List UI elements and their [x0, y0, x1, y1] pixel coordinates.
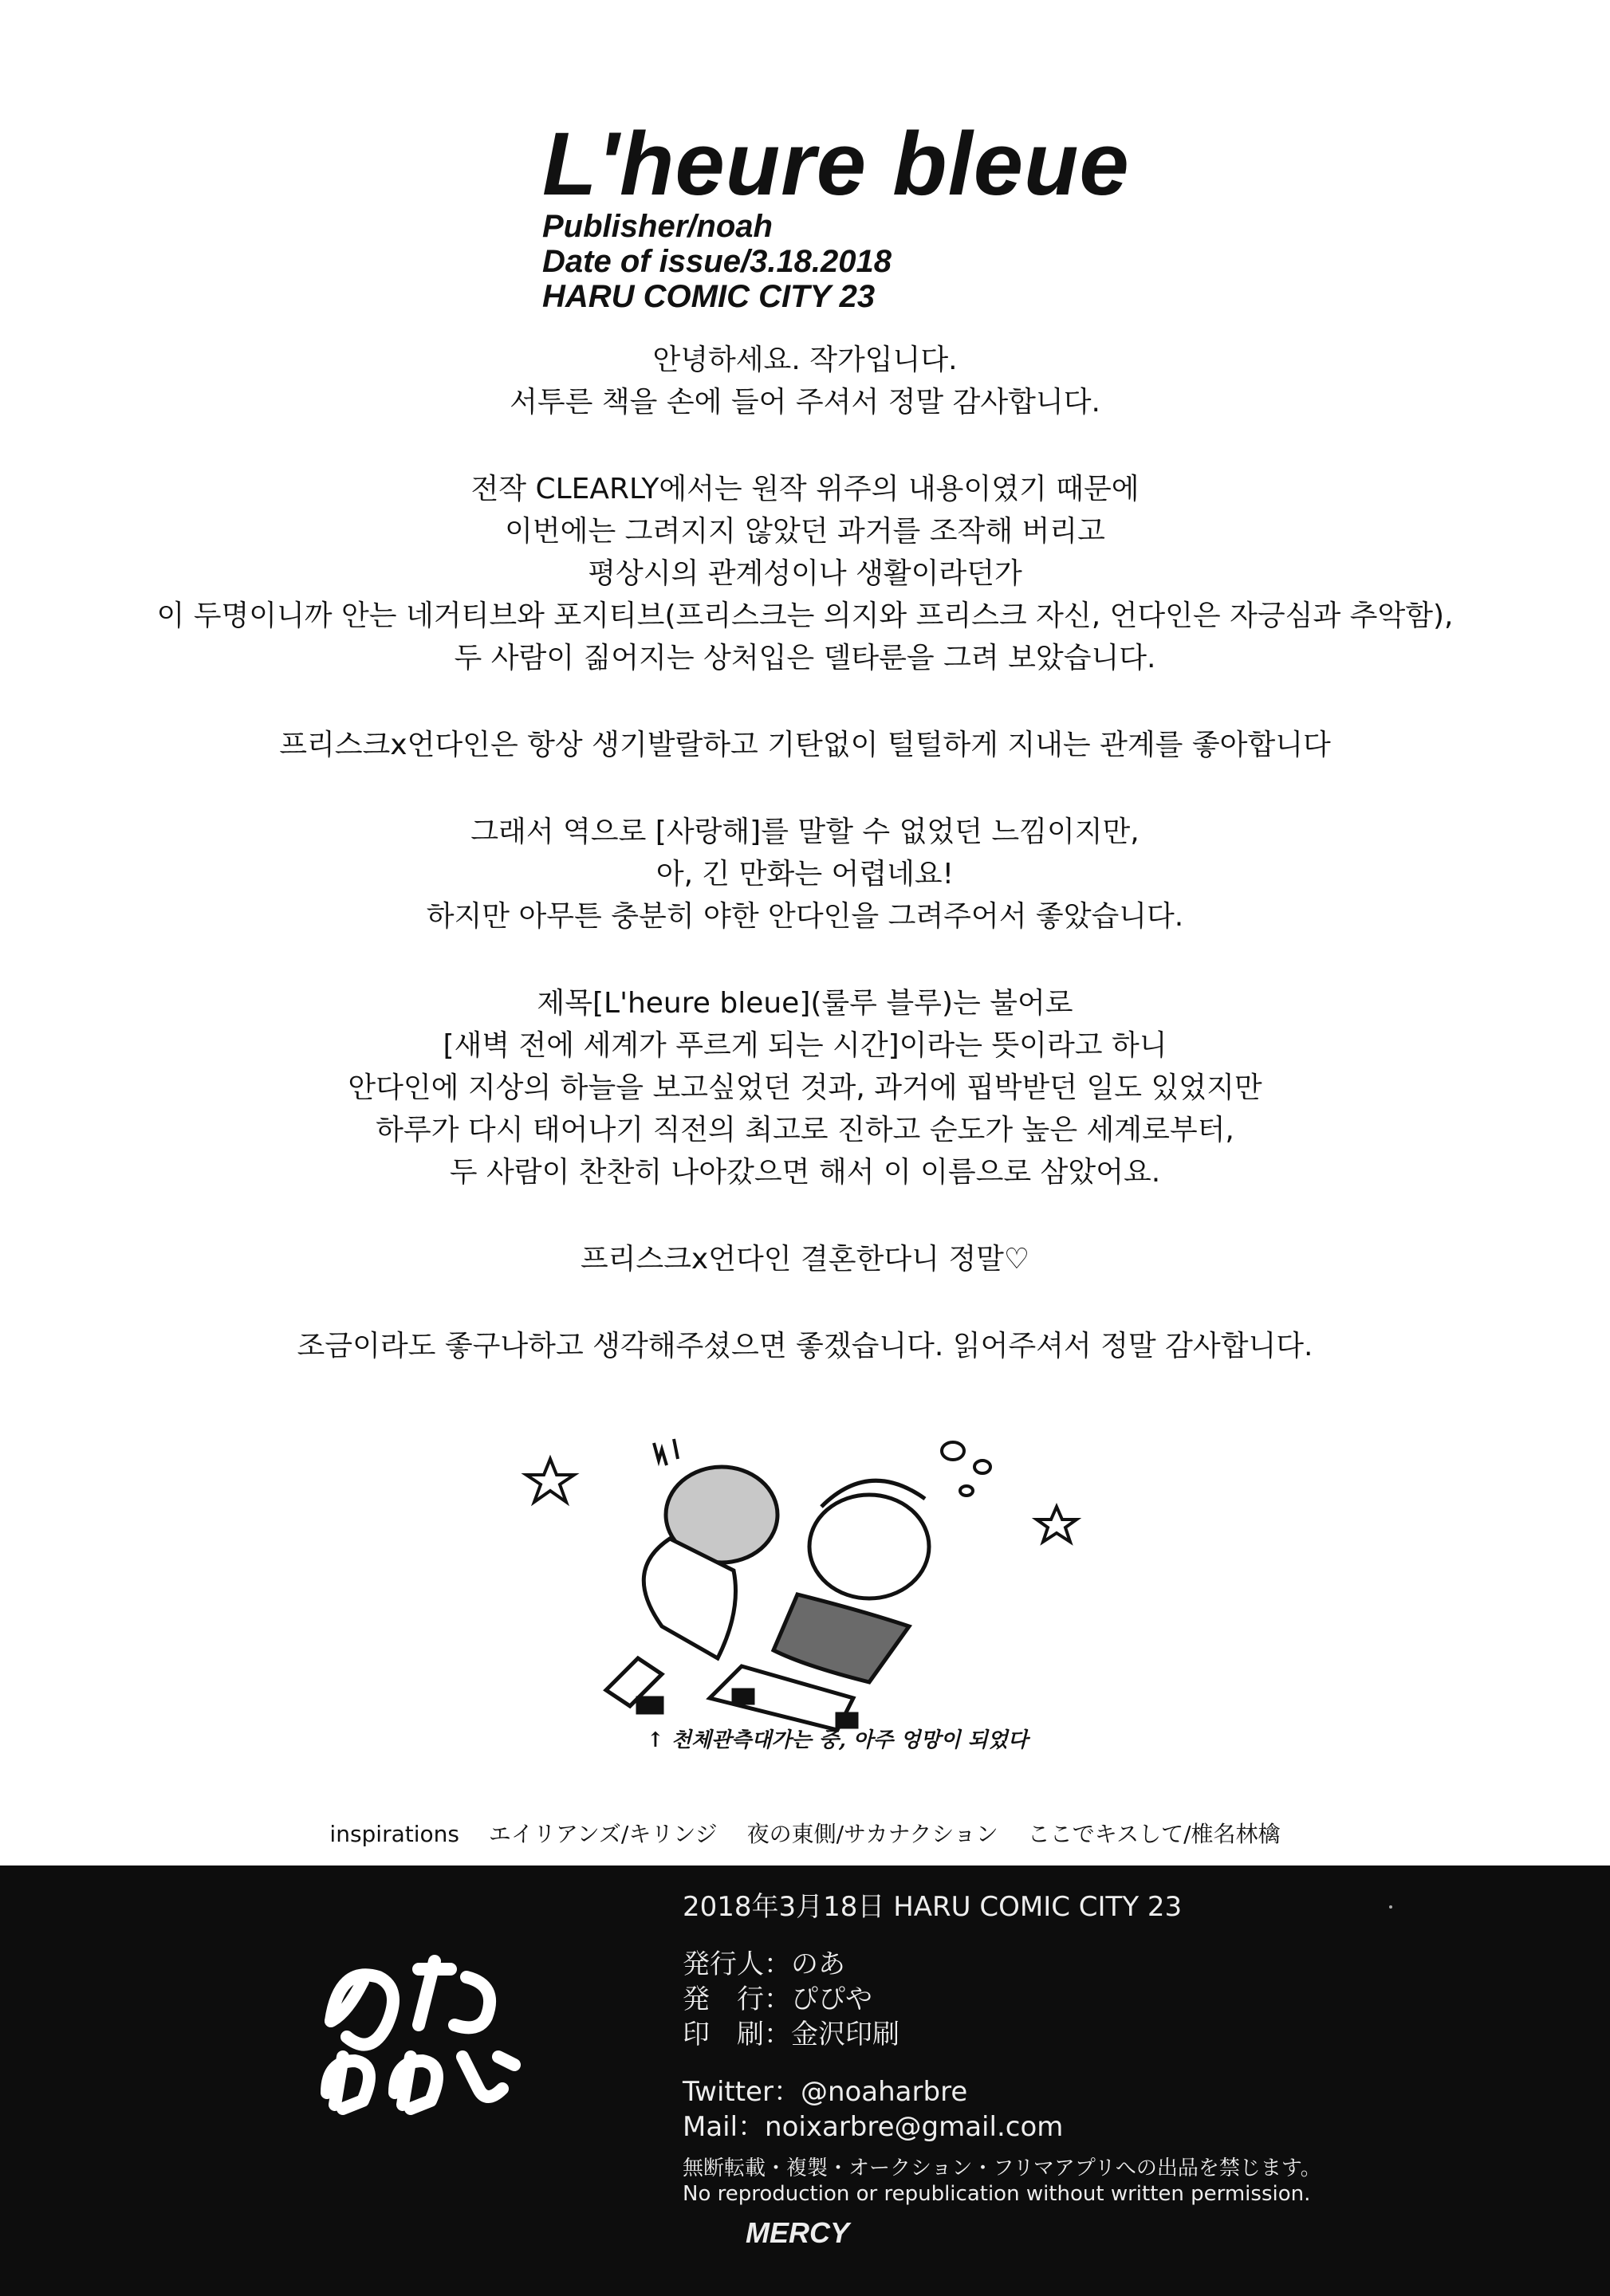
inspiration-item: ここでキスして/椎名林檎 [1027, 1821, 1281, 1847]
paragraph-wedding [80, 1238, 1530, 1280]
printer-brand: MERCY [746, 2216, 850, 2249]
inspiration-item: 夜の東側/サカナクション [746, 1821, 998, 1847]
text-line: 평상시의 관계성이나 생활이라던가 [588, 557, 1022, 590]
afterword-message [80, 339, 1530, 1412]
surprise-lines-icon [654, 1439, 678, 1465]
inspiration-item: エイリアンズ/キリンジ [488, 1821, 718, 1847]
star-icon [1037, 1507, 1077, 1542]
text-line: 두 사람이 짊어지는 상처입은 델타룬을 그려 보았습니다. [454, 642, 1156, 674]
text-line: 전작 CLEARLY에서는 원작 위주의 내용이였기 때문에 [470, 473, 1140, 505]
text-line: 하루가 다시 태어나기 직전의 최고로 진하고 순도가 높은 세계로부터, [376, 1114, 1234, 1146]
publisher-line: Publisher/noah [542, 209, 773, 244]
text-line: 안녕하세요. 작가입니다. [652, 344, 958, 376]
illustration-caption: ↑ 천체관측대가는 중, 아주 엉망이 되었다 [647, 1728, 1028, 1752]
text-line: 그래서 역으로 [사랑해]를 말할 수 없었던 느낌이지만, [470, 816, 1140, 848]
sleeping-characters-illustration [518, 1427, 1116, 1770]
paragraph-pairing [80, 724, 1530, 766]
colophon-footer [0, 1866, 1610, 2296]
text-line: 하지만 아무튼 충분히 야한 안다인을 그려주어서 좋았습니다. [426, 900, 1184, 933]
text-line: 프리스크x언다인은 항상 생기발랄하고 기탄없이 털털하게 지내는 관계를 좋아합니다 [279, 729, 1331, 761]
colophon-mail: Mail：noixarbre@gmail.com [683, 2111, 1064, 2143]
event-line: HARU COMIC CITY 23 [542, 279, 876, 314]
text-line: 두 사람이 찬찬히 나아갔으면 해서 이 이름으로 삼았어요. [449, 1156, 1161, 1189]
book-title: L'heure bleue [542, 114, 1130, 214]
title-block [542, 114, 1260, 314]
colophon-printer: 印 刷：金沢印刷 [683, 2019, 899, 2050]
inspirations-label: inspirations [329, 1821, 459, 1847]
paragraph-previous-work [80, 468, 1530, 679]
colophon-info [683, 1889, 1480, 2207]
text-line: 안다인에 지상의 하늘을 보고싶었던 것과, 과거에 핍박받던 일도 있었지만 [348, 1071, 1262, 1104]
text-line: 아, 긴 만화는 어렵네요! [655, 858, 955, 890]
notice-japanese: 無断転載・複製・オークション・フリマアプリへの出品を禁じます。 [683, 2156, 1321, 2180]
colophon-publisher: 発 行：ぴぴや [683, 1983, 872, 2015]
inspirations-credits [239, 1817, 1371, 1849]
circle-logo-icon [307, 1945, 522, 2129]
star-icon [526, 1459, 574, 1502]
text-line: 프리스크x언다인 결혼한다니 정말♡ [580, 1243, 1030, 1276]
date-of-issue-line: Date of issue/3.18.2018 [542, 244, 892, 279]
text-line: 조금이라도 좋구나하고 생각해주셨으면 좋겠습니다. 읽어주셔서 정말 감사합니다. [297, 1330, 1313, 1362]
text-line: 제목[L'heure bleue](룰루 블루)는 불어로 [537, 987, 1073, 1020]
paragraph-title-meaning [80, 982, 1530, 1193]
notice-english: No reproduction or republication without written permission. [683, 2182, 1311, 2206]
paragraph-greeting [80, 339, 1530, 423]
decorative-dot [1389, 1905, 1392, 1909]
paragraph-thanks [80, 1325, 1530, 1367]
colophon-issuer: 発行人：のあ [683, 1948, 845, 1980]
illustration-drawing [518, 1427, 1116, 1770]
text-line: 이번에는 그려지지 않았던 과거를 조작해 버리고 [505, 515, 1105, 548]
colophon-event: 2018年3月18日 HARU COMIC CITY 23 [683, 1891, 1183, 1923]
text-line: 서투른 책을 손에 들어 주셔서 정말 감사합니다. [510, 386, 1100, 419]
text-line: [새벽 전에 세계가 푸르게 되는 시간]이라는 뜻이라고 하니 [443, 1029, 1167, 1062]
paragraph-love [80, 811, 1530, 938]
colophon-twitter: Twitter：@noaharbre [683, 2076, 968, 2108]
sleep-bubbles-icon [942, 1442, 990, 1496]
text-line: 이 두명이니까 안는 네거티브와 포지티브(프리스크는 의지와 프리스크 자신, 언다인은 자긍심과 추악함), [156, 600, 1454, 632]
